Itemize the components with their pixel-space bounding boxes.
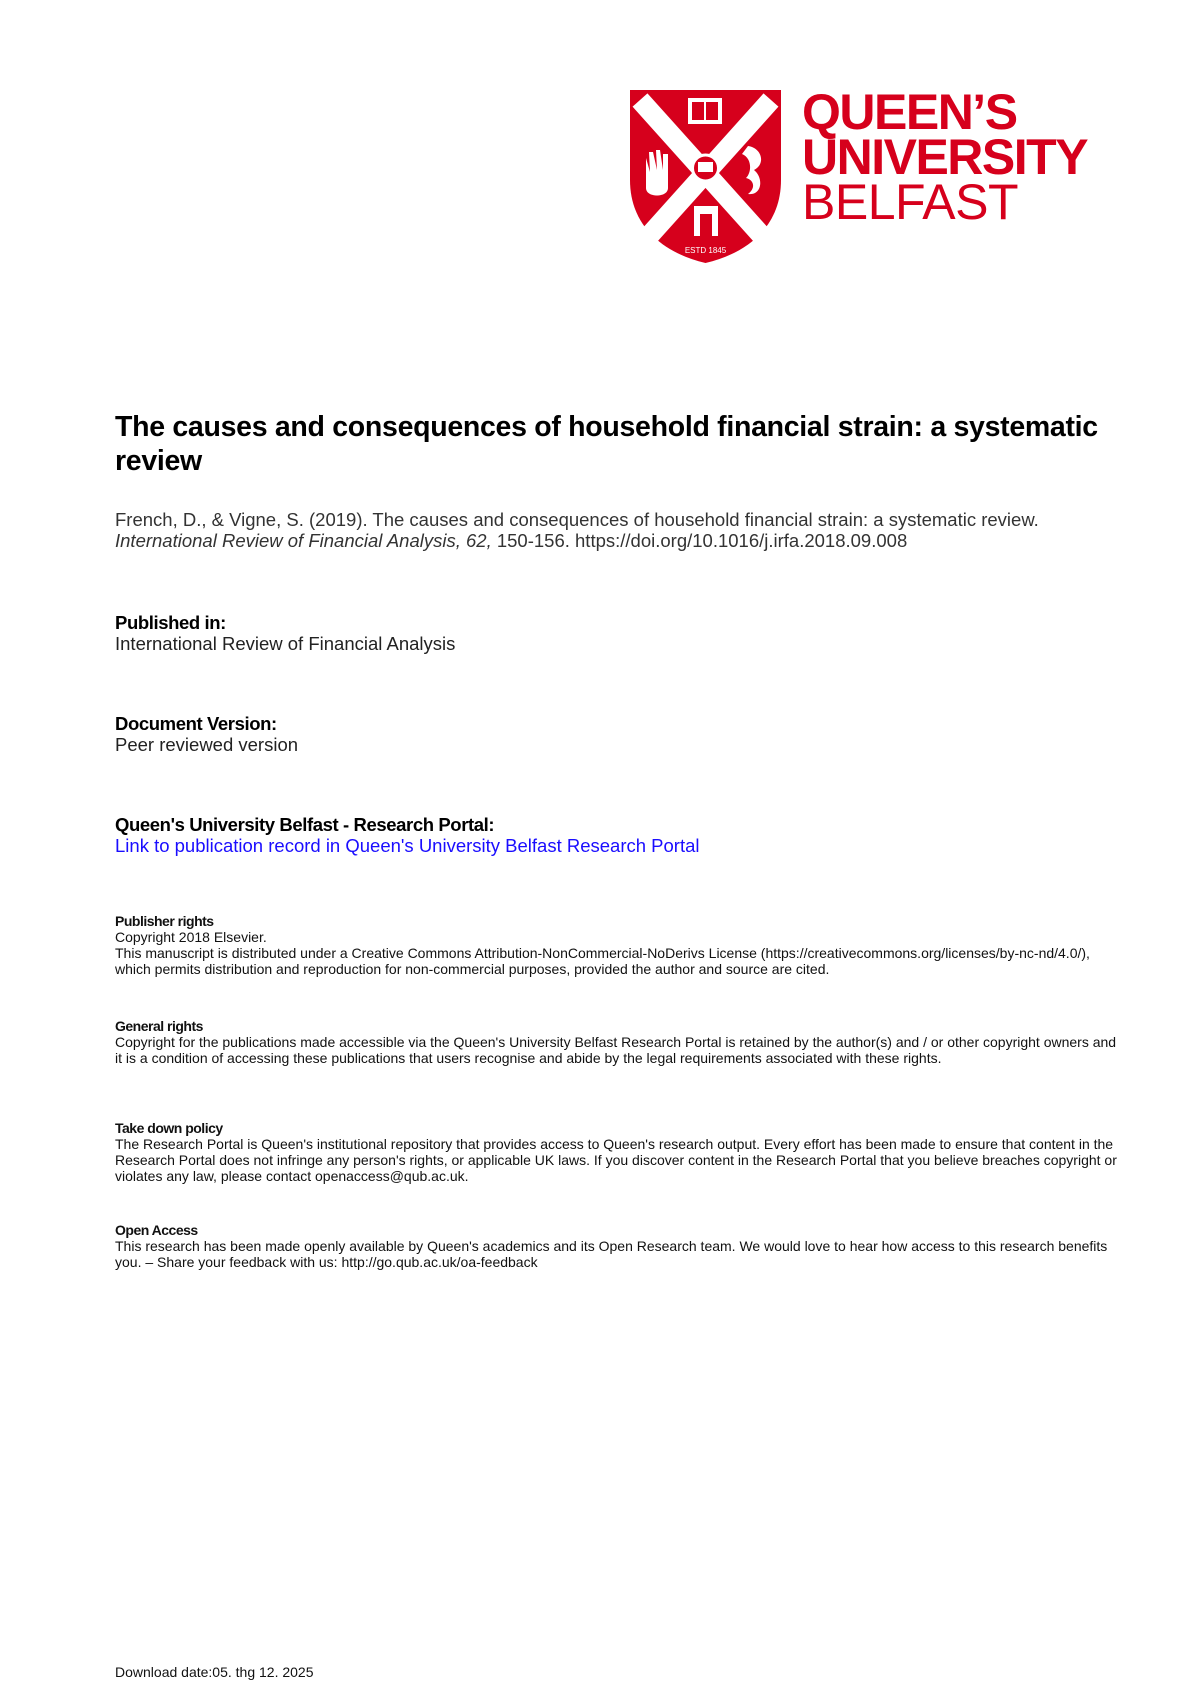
document-title: The causes and consequences of household financial strain: a systematic review — [115, 411, 1098, 477]
research-portal-section — [115, 814, 1120, 856]
document-version-heading: Document Version: — [115, 713, 277, 734]
wordmark-line-2: UNIVERSITY — [802, 129, 1088, 185]
research-portal-heading: Queen's University Belfast - Research Portal: — [115, 814, 495, 835]
university-wordmark — [802, 84, 1088, 230]
publisher-rights-section — [115, 913, 1120, 977]
wordmark-line-1: QUEEN’S — [802, 84, 1017, 140]
published-in-section — [115, 612, 1120, 654]
document-version-section — [115, 713, 1120, 755]
citation-authors: French, D., & Vigne, S. (2019). The causes and consequences of household financial strain: a systematic review. — [115, 509, 1039, 530]
open-access-heading: Open Access — [115, 1222, 198, 1238]
open-access-text: This research has been made openly available by Queen's academics and its Open Research team. We would love to hear how access to this research benefits you. – Share your feedback with us: http://go.qub.ac.uk/oa-feedback — [115, 1238, 1108, 1270]
citation-pages-doi[interactable]: 150-156. https://doi.org/10.1016/j.irfa.2018.09.008 — [496, 530, 908, 551]
general-rights-heading: General rights — [115, 1018, 203, 1034]
wordmark-line-3: BELFAST — [802, 174, 1019, 230]
citation-journal: International Review of Financial Analysis, 62, — [115, 530, 492, 551]
takedown-policy-text: The Research Portal is Queen's institutional repository that provides access to Queen's research output. Every effort has been made to ensure that content in the Research Portal does not infringe any person's rights, or applicable UK laws. If you discover content in the Research Portal that you believe breaches copyright or violates any law, please contact openaccess@qub.ac.uk. — [115, 1136, 1117, 1184]
citation — [115, 509, 1120, 551]
publisher-rights-heading: Publisher rights — [115, 913, 214, 929]
open-access-section — [115, 1222, 1120, 1270]
university-shield-icon — [628, 88, 783, 265]
research-portal-link[interactable]: Link to publication record in Queen's University Belfast Research Portal — [115, 835, 700, 856]
university-logo — [628, 84, 1128, 268]
general-rights-section — [115, 1018, 1120, 1066]
svg-text:ESTD 1845: ESTD 1845 — [684, 246, 727, 255]
takedown-policy-heading: Take down policy — [115, 1120, 223, 1136]
document-version-value: Peer reviewed version — [115, 734, 299, 755]
takedown-policy-section — [115, 1120, 1120, 1184]
published-in-heading: Published in: — [115, 612, 226, 633]
published-in-value: International Review of Financial Analysis — [115, 633, 456, 654]
download-date: Download date:05. thg 12. 2025 — [115, 1664, 314, 1680]
publisher-rights-copyright: Copyright 2018 Elsevier. — [115, 929, 267, 945]
publisher-rights-license: This manuscript is distributed under a Creative Commons Attribution-NonCommercial-NoDerivs License (https://creativecommons.org/licenses/by-nc-nd/4.0/), which permits distribution and reproduction for non-commercial purposes, provided the author and source are cited. — [115, 945, 1090, 977]
general-rights-text: Copyright for the publications made accessible via the Queen's University Belfast Research Portal is retained by the author(s) and / or other copyright owners and it is a condition of accessing these publications that users recognise and abide by the legal requirements associated with these rights. — [115, 1034, 1117, 1066]
